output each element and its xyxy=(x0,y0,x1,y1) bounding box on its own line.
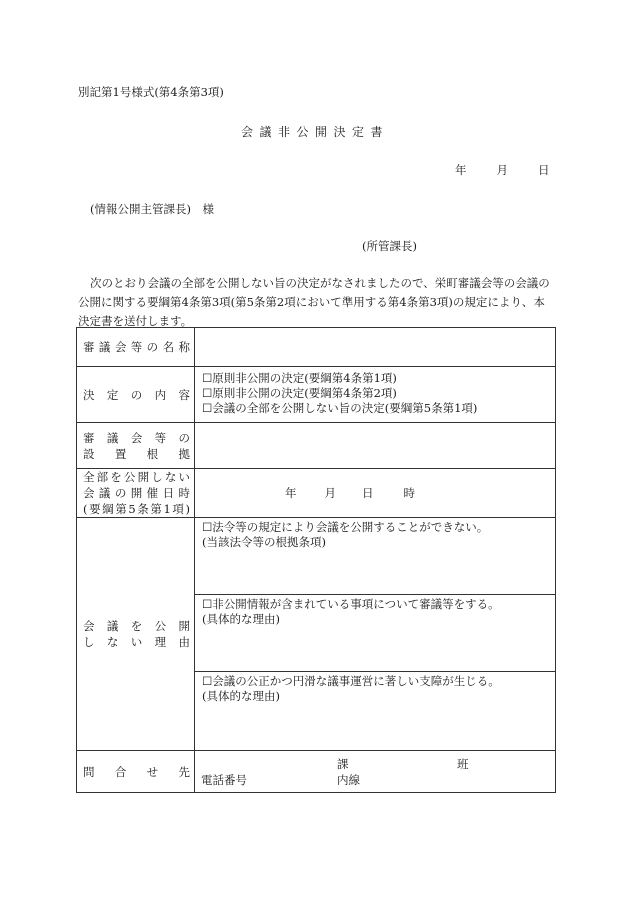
label-council-name: 審議会等の名称 xyxy=(83,340,190,354)
decision-option-1[interactable]: ☐原則非公開の決定(要綱第4条第1項) xyxy=(202,371,397,385)
contact-phone: 電話番号 xyxy=(201,772,247,787)
council-name-field[interactable] xyxy=(195,328,556,367)
body-paragraph: 次のとおり会議の全部を公開しない旨の決定がなされましたので、栄町審議会等の会議の公開に関する要綱第4条第3項(第5条第2項において準用する第4条第3項)の規定により、本決定書を送付します。 xyxy=(78,276,550,328)
decision-options xyxy=(195,367,556,423)
contact-extension: 内線 xyxy=(337,772,360,787)
label-reason xyxy=(77,618,194,650)
reason-item-2 xyxy=(195,595,555,672)
label-contact: 問合せ先 xyxy=(83,764,190,779)
reason-detail-3: (具体的な理由) xyxy=(202,689,280,703)
decision-option-3[interactable]: ☐会議の全部を公開しない旨の決定(要綱第5条第1項) xyxy=(202,401,478,415)
row-meeting-date xyxy=(77,469,556,518)
label-basis-line1: 審議会等の xyxy=(83,430,190,445)
form-number-label: 別記第1号様式(第4条第3項) xyxy=(78,85,224,99)
label-basis xyxy=(77,430,194,462)
label-cell xyxy=(77,367,195,423)
contact-field[interactable] xyxy=(195,751,556,793)
row-contact xyxy=(77,751,556,793)
date-month: 月 xyxy=(496,163,508,177)
reason-detail-1: (当該法令等の根拠条項) xyxy=(202,535,326,549)
reason-detail-2: (具体的な理由) xyxy=(202,612,280,626)
row-council-name xyxy=(77,328,556,367)
label-cell xyxy=(77,469,195,518)
label-cell xyxy=(77,423,195,469)
contact-team: 班 xyxy=(457,756,469,771)
label-reason-line1: 会議を公開 xyxy=(83,619,190,633)
decision-form-table xyxy=(76,327,556,793)
meeting-date-field[interactable] xyxy=(195,469,556,518)
meeting-month: 月 xyxy=(324,486,336,500)
document-title: 会議非公開決定書 xyxy=(240,125,389,139)
row-decision xyxy=(77,367,556,423)
label-cell xyxy=(77,328,195,367)
contact-section: 課 xyxy=(337,756,349,771)
label-cell xyxy=(77,518,195,751)
date-line xyxy=(455,162,550,178)
label-reason-line2: しない理由 xyxy=(83,635,190,649)
label-basis-line2: 設置根拠 xyxy=(83,446,190,461)
date-day: 日 xyxy=(538,163,550,177)
meeting-year: 年 xyxy=(285,486,297,500)
contact-line-2 xyxy=(195,772,555,788)
meeting-hour: 時 xyxy=(403,486,415,500)
contact-line-1 xyxy=(195,756,555,772)
decision-option-2[interactable]: ☐原則非公開の決定(要綱第4条第2項) xyxy=(202,386,397,400)
label-meeting-date-line3: (要綱第5条第1項) xyxy=(83,502,190,516)
label-cell xyxy=(77,751,195,793)
reason-cell xyxy=(195,518,556,751)
addressee: (情報公開主管課長) 様 xyxy=(90,202,214,216)
reason-option-1[interactable]: ☐法令等の規定により会議を公開することができない。 xyxy=(202,520,489,534)
label-meeting-date xyxy=(77,469,194,517)
reason-option-3[interactable]: ☐会議の公正かつ円滑な議事運営に著しい支障が生じる。 xyxy=(202,674,500,688)
basis-field[interactable] xyxy=(195,423,556,469)
row-basis xyxy=(77,423,556,469)
date-year: 年 xyxy=(455,163,467,177)
reason-option-2[interactable]: ☐非公開情報が含まれている事項について審議等をする。 xyxy=(202,597,500,611)
label-decision: 決定の内容 xyxy=(83,387,190,402)
reason-item-1 xyxy=(195,518,555,595)
meeting-day: 日 xyxy=(362,486,374,500)
reason-item-3 xyxy=(195,672,555,750)
label-meeting-date-line2: 会議の開催日時 xyxy=(83,486,190,500)
sender: (所管課長) xyxy=(362,239,417,253)
row-reason xyxy=(77,518,556,751)
label-meeting-date-line1: 全部を公開しない xyxy=(83,470,190,484)
